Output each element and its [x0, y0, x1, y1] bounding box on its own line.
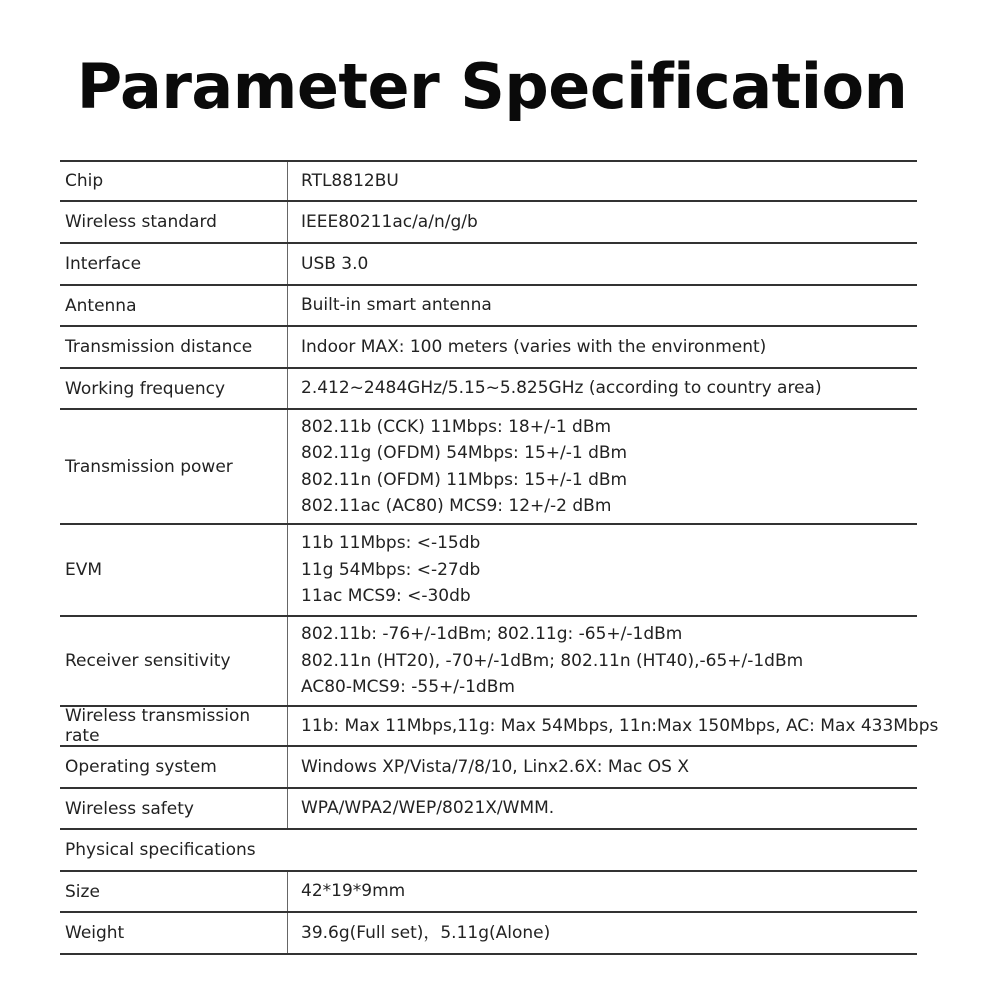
- row-label: EVM: [60, 525, 288, 615]
- value-line: 802.11n (HT20), -70+/-1dBm; 802.11n (HT40),-65+/-1dBm: [301, 650, 804, 671]
- value-line: WPA/WPA2/WEP/8021X/WMM.: [301, 798, 555, 819]
- table-row: [60, 872, 917, 913]
- value-line: 39.6g(Full set)，5.11g(Alone): [301, 922, 551, 943]
- row-value: [288, 621, 917, 701]
- row-value: [288, 530, 917, 610]
- value-line: IEEE80211ac/a/n/g/b: [301, 211, 478, 232]
- row-label: Physical specifications: [65, 840, 256, 860]
- row-label: Receiver sensitivity: [60, 617, 288, 705]
- table-row: [60, 789, 917, 830]
- value-line: 802.11ac (AC80) MCS9: 12+/-2 dBm: [301, 496, 612, 516]
- row-label: Operating system: [60, 747, 288, 787]
- row-value: [288, 878, 917, 905]
- value-line: 802.11b (CCK) 11Mbps: 18+/-1 dBm: [301, 416, 612, 437]
- row-label: Transmission distance: [60, 327, 288, 367]
- row-value: [288, 754, 917, 781]
- table-row: [60, 525, 917, 617]
- value-line: 42*19*9mm: [301, 881, 406, 902]
- value-line: 11b 11Mbps: <-15db: [301, 533, 481, 554]
- value-line: 802.11g (OFDM) 54Mbps: 15+/-1 dBm: [301, 443, 628, 463]
- row-value: [288, 920, 917, 947]
- row-label: Wireless safety: [60, 789, 288, 828]
- value-line: 802.11b: -76+/-1dBm; 802.11g: -65+/-1dBm: [301, 624, 683, 645]
- table-row: [60, 747, 917, 789]
- table-row: [60, 244, 917, 286]
- table-row: [60, 706, 939, 747]
- value-line: Windows XP/Vista/7/8/10, Linx2.6X: Mac OS X: [301, 756, 689, 777]
- row-label: Transmission power: [60, 410, 288, 523]
- row-value: [288, 251, 917, 278]
- table-row: [60, 617, 917, 707]
- value-line: AC80-MCS9: -55+/-1dBm: [301, 677, 515, 698]
- table-row: [60, 913, 917, 955]
- value-line: Indoor MAX: 100 meters (varies with the environment): [301, 336, 767, 357]
- row-label: Wireless transmission rate: [60, 707, 288, 745]
- row-label: Interface: [60, 244, 288, 284]
- table-row: [60, 327, 917, 369]
- value-line: 11ac MCS9: <-30db: [301, 586, 471, 607]
- table-row: [60, 830, 917, 872]
- value-line: 2.412~2484GHz/5.15~5.825GHz (according to country area): [301, 378, 822, 399]
- table-row: [60, 202, 917, 244]
- table-row: [60, 410, 917, 525]
- row-label: Antenna: [60, 286, 288, 325]
- row-value: [288, 168, 917, 195]
- row-value: [288, 713, 938, 740]
- value-line: 802.11n (OFDM) 11Mbps: 15+/-1 dBm: [301, 469, 628, 490]
- value-line: Built-in smart antenna: [301, 295, 492, 316]
- value-line: 11g 54Mbps: <-27db: [301, 559, 481, 580]
- value-line: 11b: Max 11Mbps,11g: Max 54Mbps, 11n:Max 150Mbps, AC: Max 433Mbps: [301, 715, 939, 736]
- row-value: [288, 292, 917, 319]
- table-row: [60, 369, 917, 410]
- table-row: [60, 162, 917, 202]
- row-value: [288, 209, 917, 236]
- value-line: RTL8812BU: [301, 170, 399, 191]
- row-value: [288, 795, 917, 822]
- row-label: Wireless standard: [60, 202, 288, 242]
- spec-table: [60, 160, 939, 955]
- row-label: Chip: [60, 162, 288, 200]
- row-value: [288, 334, 917, 361]
- value-line: USB 3.0: [301, 253, 369, 274]
- row-label: Working frequency: [60, 369, 288, 408]
- table-row: [60, 286, 917, 327]
- row-label: Weight: [60, 913, 288, 953]
- page-title: Parameter Specification: [76, 50, 908, 123]
- row-value: [288, 414, 917, 520]
- row-label: Size: [60, 872, 288, 911]
- row-value: [288, 375, 917, 402]
